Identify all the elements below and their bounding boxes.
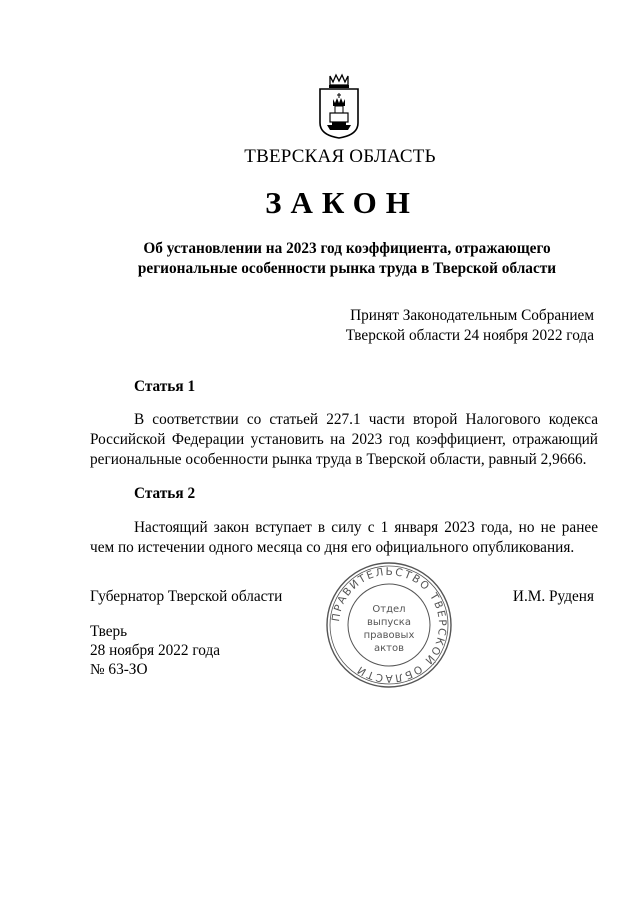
document-title: ЗАКОН <box>265 185 419 220</box>
law-subject <box>90 239 604 279</box>
article-1-heading: Статья 1 <box>134 378 196 395</box>
stamp-outer-text: ПРАВИТЕЛЬСТВО ТВЕРСКОЙ ОБЛАСТИ <box>329 565 449 685</box>
adoption-line: Тверской области 24 ноября 2022 года <box>345 327 594 344</box>
article-2-text: Настоящий закон вступает в силу с 1 января 2023 года, но не ранее чем по истечении одного месяца со дня его официального опубликования. <box>90 519 598 556</box>
adoption-note <box>274 306 594 346</box>
stamp-inner-line: актов <box>373 643 405 654</box>
article-2-heading: Статья 2 <box>134 485 196 502</box>
law-subject-line: региональные особенности рынка труда в Тверской области <box>137 260 557 277</box>
article-1-text: В соответствии со статьей 227.1 части второй Налогового кодекса Российской Федерации установить на 2023 год коэффициент, отражающий региональные особенности рынка труда в Тверской области, равный 2,9666. <box>90 411 598 468</box>
stamp-inner-line: выпуска <box>367 617 411 628</box>
adoption-line: Принят Законодательным Собранием <box>350 307 594 324</box>
signing-date: 28 ноября 2022 года <box>90 642 221 659</box>
signer-position: Губернатор Тверской области <box>90 588 283 605</box>
coat-of-arms-icon <box>317 73 361 140</box>
place-date-number <box>90 622 220 679</box>
signer-name: И.М. Руденя <box>512 588 594 605</box>
stamp-inner-line: правовых <box>363 630 415 641</box>
law-subject-line: Об установлении на 2023 год коэффициента, отражающего <box>143 240 551 257</box>
official-stamp <box>324 560 454 690</box>
region-name: ТВЕРСКАЯ ОБЛАСТЬ <box>244 146 436 167</box>
signing-city: Тверь <box>90 623 128 640</box>
stamp-inner-line: Отдел <box>372 604 406 615</box>
law-number: № 63-ЗО <box>90 661 148 678</box>
